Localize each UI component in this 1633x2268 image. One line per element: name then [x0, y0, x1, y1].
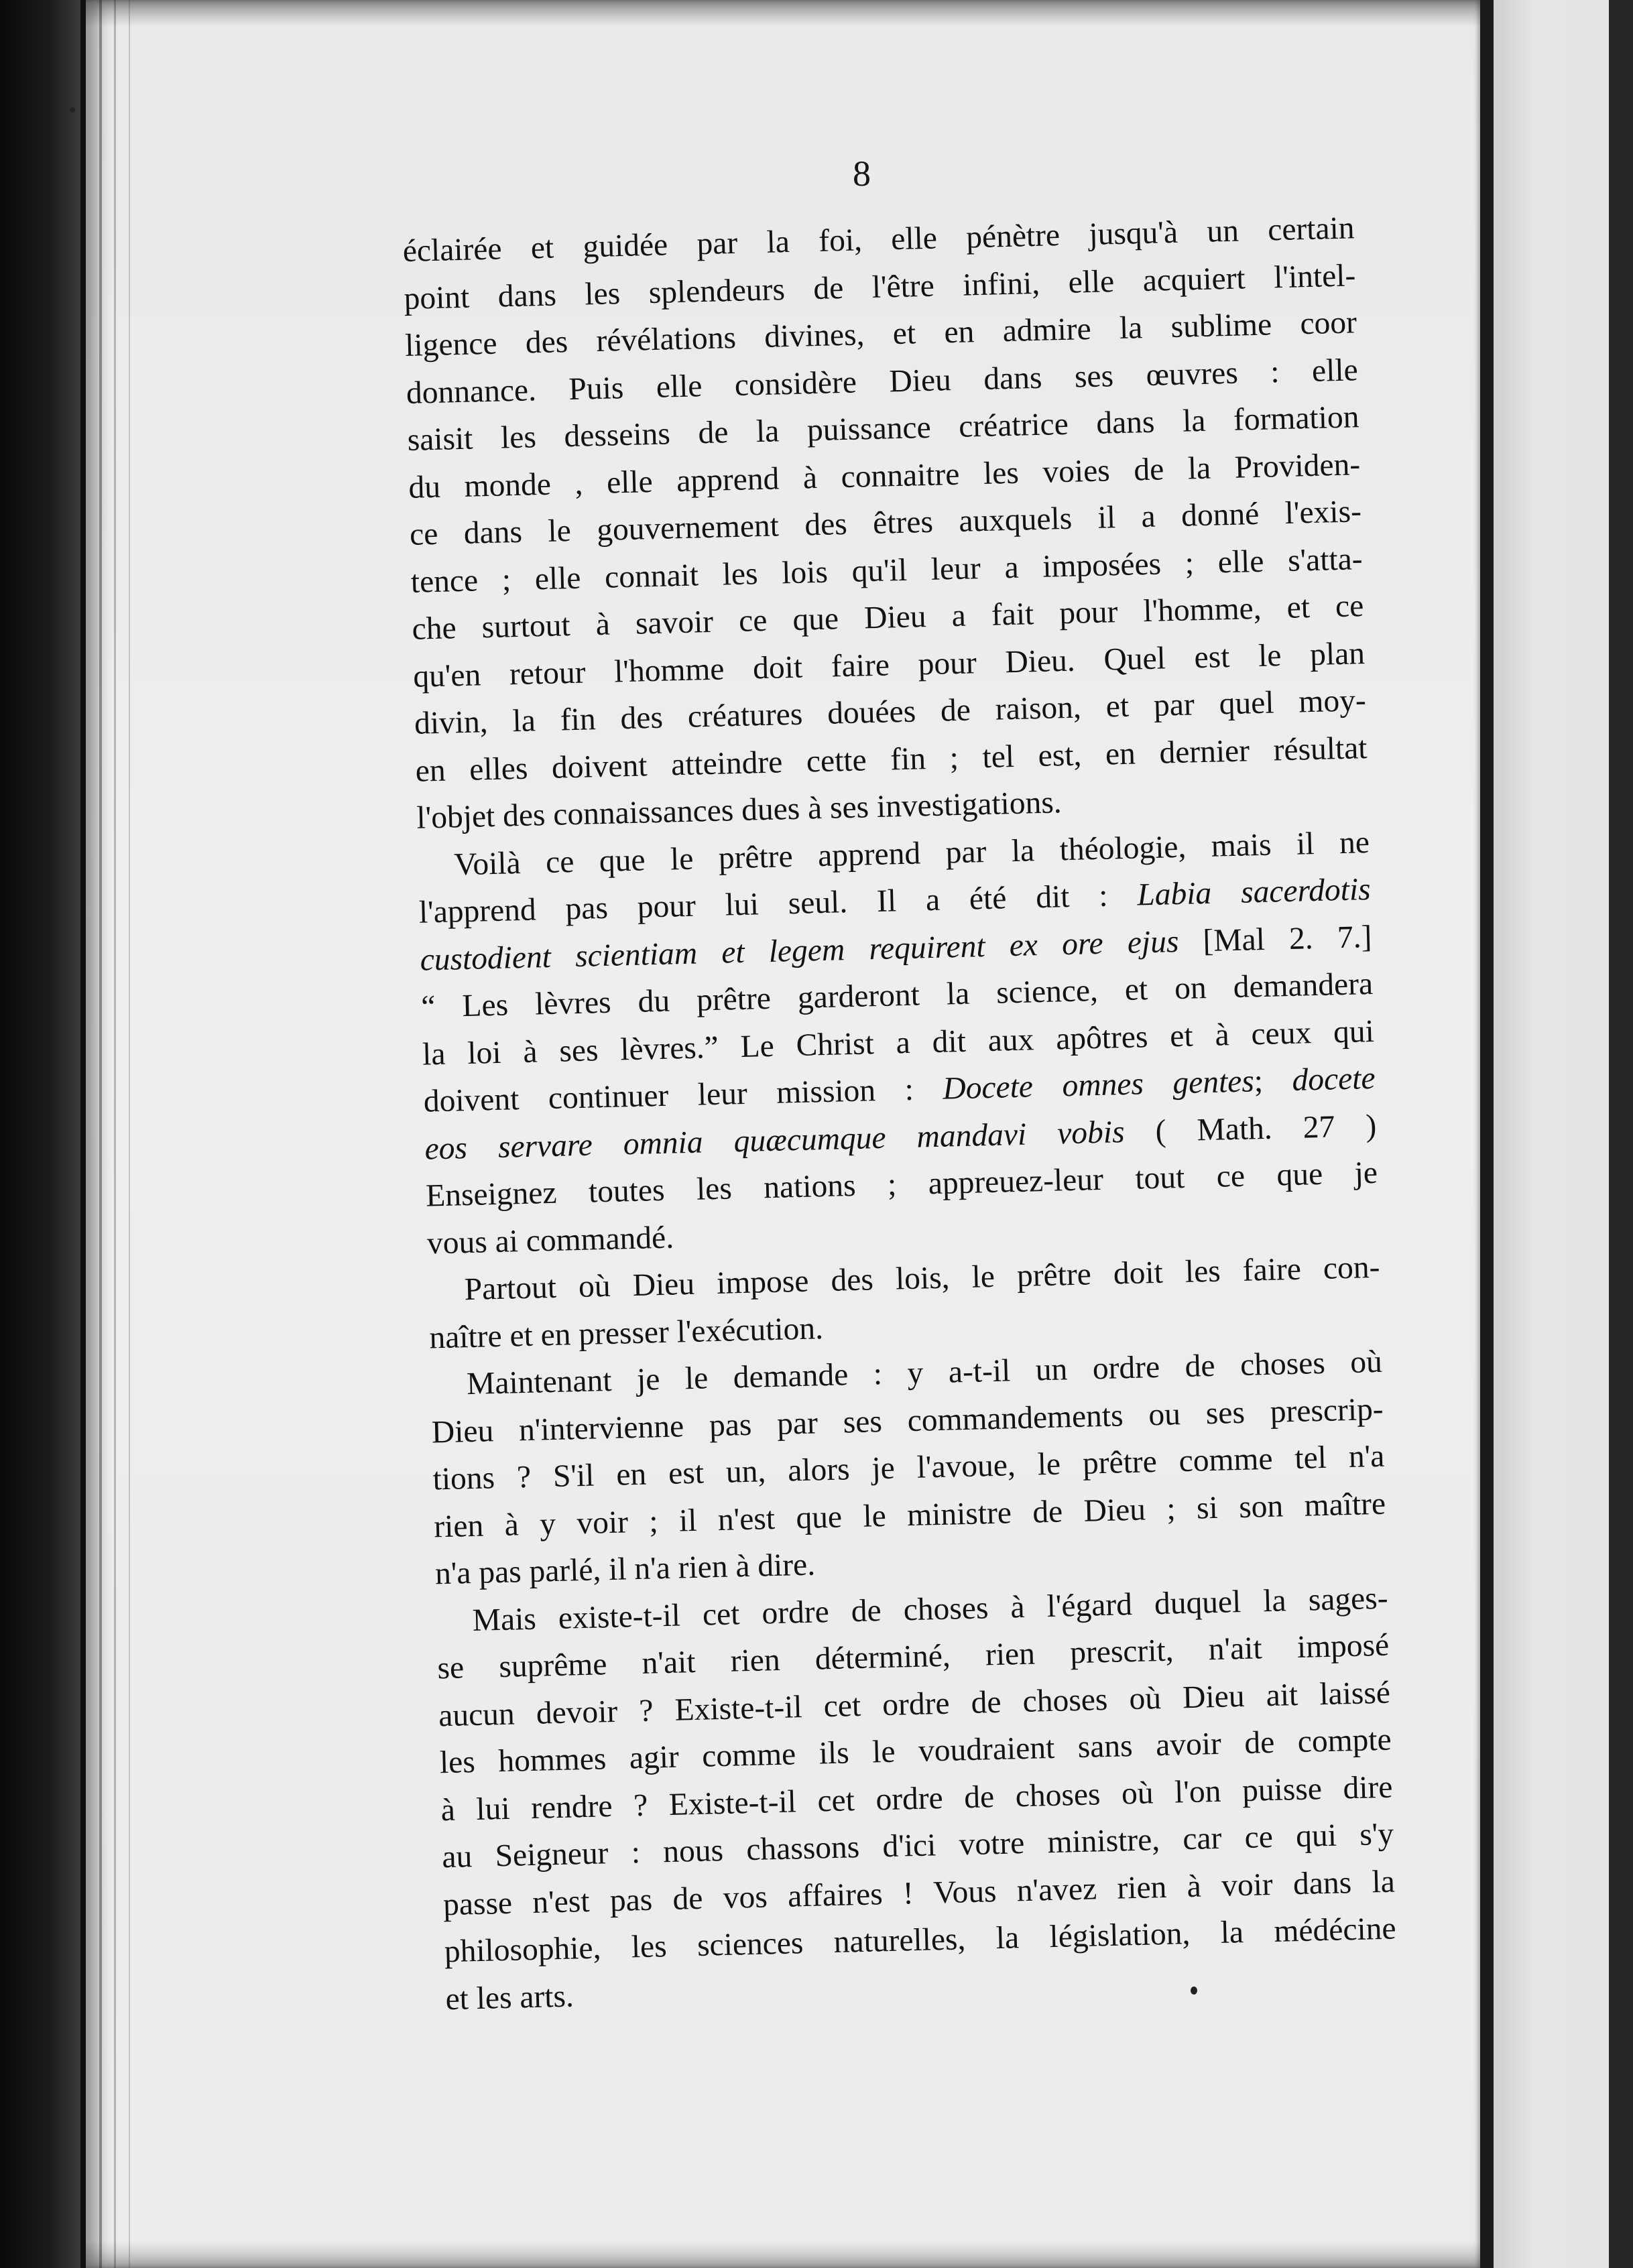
text-line: ce dans le gouvernement des êtres auxquels il a donné l'exis- [409, 494, 1362, 552]
text-line: se suprême n'ait rien déterminé, rien prescrit, n'ait imposé [436, 1627, 1390, 1686]
top-shadow [86, 0, 1480, 27]
text-line: éclairée et guidée par la foi, elle pénètre jusqu'à un certain [402, 210, 1355, 269]
text-line: la loi à ses lèvres.” Le Christ a dit aux apôtres et à ceux qui [422, 1013, 1375, 1072]
latin-quote: eos servare omnia quæcumque mandavi vobis [424, 1114, 1126, 1167]
text-line: passe n'est pas de vos affaires ! Vous n'avez rien à voir dans la [442, 1864, 1396, 1922]
text-line: divin, la fin des créatures douées de raison, et par quel moy- [414, 683, 1367, 741]
text-line: tions ? S'il en est un, alors je l'avoue, le prêtre comme tel n'a [432, 1438, 1385, 1497]
paragraph-5 [436, 1574, 1398, 2023]
text-line: qu'en retour l'homme doit faire pour Dieu. Quel est le plan [412, 635, 1366, 694]
text-fragment: ; [1254, 1062, 1293, 1099]
paragraph-4 [430, 1338, 1387, 1598]
text-line: aucun devoir ? Existe-t-il cet ordre de choses où Dieu ait laissé [438, 1675, 1391, 1733]
text-line: point dans les splendeurs de l'être infini, elle acquiert l'intel- [403, 257, 1356, 316]
text-line: n'a pas parlé, il n'a rien à dire. [434, 1547, 816, 1592]
text-line: donnance. Puis elle considère Dieu dans ses œuvres : elle [406, 352, 1359, 411]
text-line: naître et en presser l'exécution. [428, 1310, 824, 1355]
text-fragment: doivent continuer leur mission : [423, 1071, 944, 1119]
text-line: “ Les lèvres du prêtre garderont la science, et on demandera [420, 966, 1374, 1025]
scripture-reference: ( Math. 27 ) [1124, 1108, 1377, 1149]
page-number: 8 [853, 153, 871, 194]
text-line: au Seigneur : nous chassons d'ici votre ministre, car ce qui s'y [441, 1816, 1394, 1875]
page-edge-line [129, 0, 130, 2268]
page-edge-line [99, 0, 102, 2268]
paragraph-2 [417, 819, 1379, 1267]
scripture-reference: [Mal 2. 7.] [1202, 919, 1372, 958]
left-scan-border [0, 0, 80, 2268]
ink-speck [70, 107, 75, 113]
text-line: saisit les desseins de la puissance créatrice dans la formation [407, 399, 1359, 458]
text-line: Maintenant je le demande : y a-t-il un ordre de choses où [466, 1344, 1383, 1402]
text-line: ligence des révélations divines, et en admire la sublime coor [404, 305, 1357, 363]
text-line: l'objet des connaissances dues à ses investigations. [416, 785, 1063, 836]
latin-quote: Docete omnes gentes [942, 1064, 1255, 1107]
text-line: et les arts. [444, 1978, 574, 2017]
text-line: che surtout à savoir ce que Dieu a fait pour l'homme, et ce [411, 588, 1364, 647]
right-scan-band [1480, 0, 1494, 2268]
latin-quote: custodient scientiam et legem requirent ex ore ejus [420, 923, 1204, 978]
text-line: Partout où Dieu impose des lois, le prêtre doit les faire con- [464, 1249, 1380, 1308]
ink-speck [1191, 1987, 1197, 1995]
latin-quote: Labia sacerdotis [1136, 872, 1372, 913]
bottom-shadow [86, 2241, 1480, 2268]
text-line: en elles doivent atteindre cette fin ; tel est, en dernier résultat [415, 730, 1368, 789]
text-line: du monde , elle apprend à connaitre les voies de la Providen- [408, 446, 1361, 505]
text-line: tence ; elle connait les lois qu'il leur a imposées ; elle s'atta- [410, 541, 1364, 600]
text-line: Dieu n'intervienne pas par ses commandements ou ses prescrip- [431, 1391, 1384, 1450]
text-line: à lui rendre ? Existe-t-il cet ordre de choses où l'on puisse dire [440, 1769, 1393, 1828]
text-fragment: l'apprend pas pour lui seul. Il a été dit : [418, 877, 1138, 930]
text-line: Mais existe-t-il cet ordre de choses à l'égard duquel la sages- [472, 1580, 1389, 1638]
text-line: Enseignez toutes les nations ; appreuez-leur tout ce que je [425, 1155, 1378, 1214]
text-line: philosophie, les sciences naturelles, la législation, la médécine [444, 1911, 1397, 1970]
paragraph-1 [402, 204, 1369, 842]
text-line: rien à y voir ; il n'est que le ministre de Dieu ; si son maître [433, 1486, 1386, 1544]
latin-quote: docete [1291, 1060, 1376, 1098]
text-line: les hommes agir comme ils le voudraient sans avoir de compte [439, 1722, 1392, 1781]
text-line: vous ai commandé. [426, 1220, 674, 1261]
body-text [402, 204, 1398, 2023]
page-edge-line [114, 0, 116, 2268]
text-line: Voilà ce que le prêtre apprend par la théologie, mais il ne [453, 824, 1370, 882]
right-scan-border [1609, 0, 1633, 2268]
